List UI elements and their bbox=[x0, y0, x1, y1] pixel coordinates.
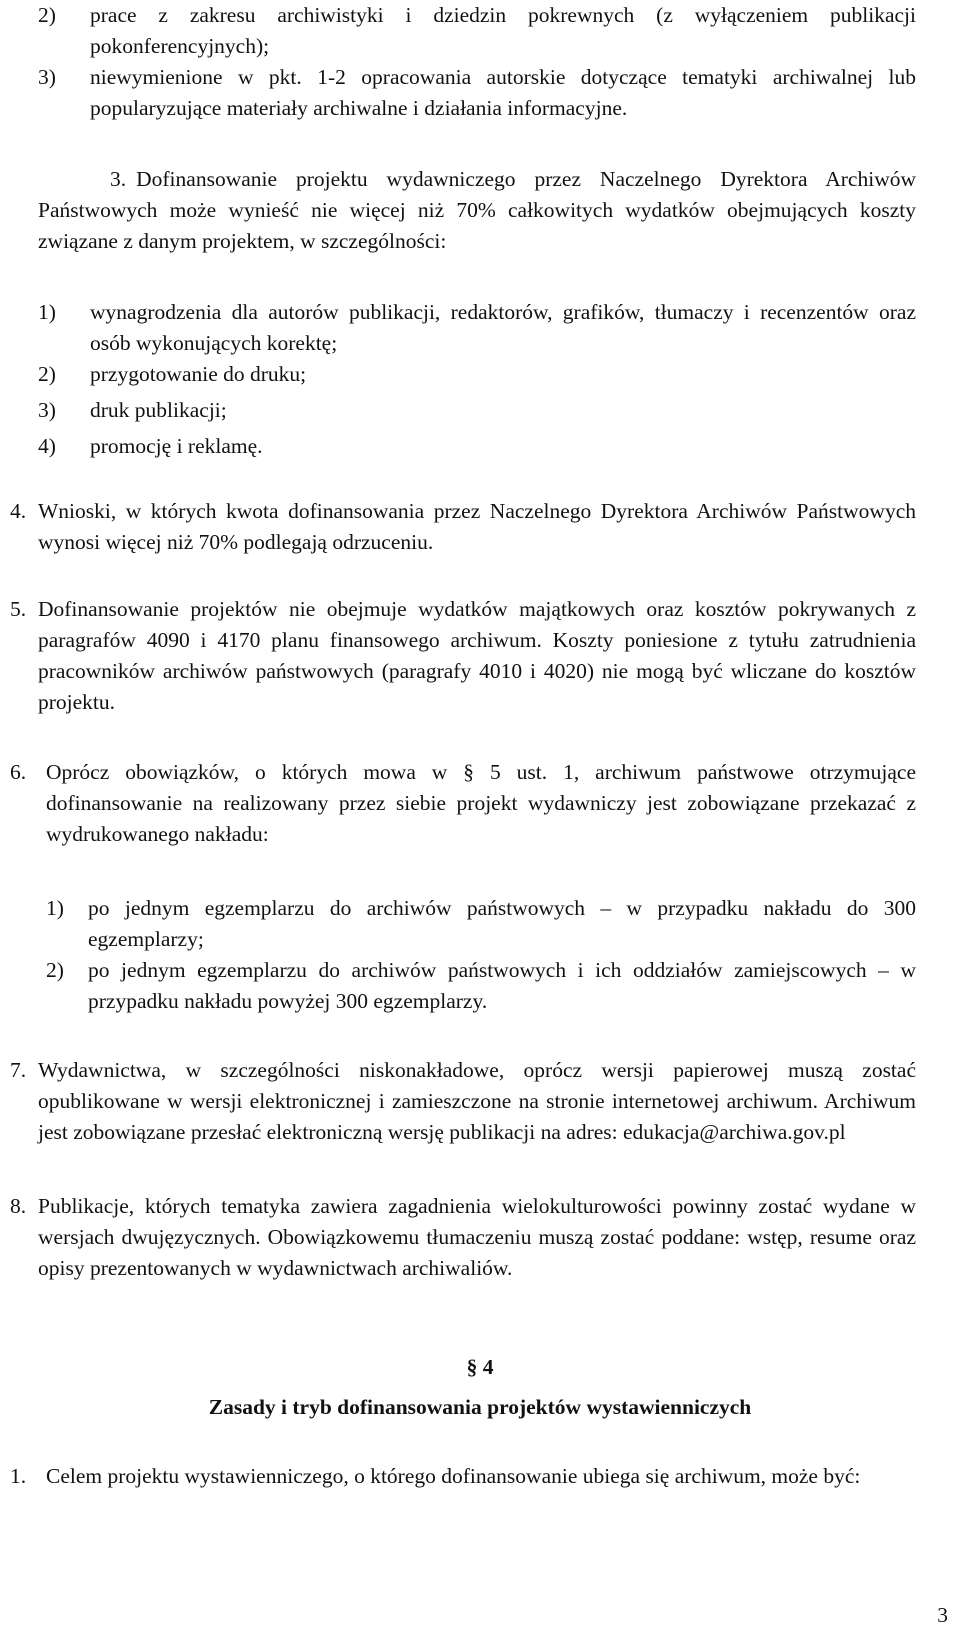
paragraph-text: Celem projektu wystawienniczego, o którego dofinansowanie ubiega się archiwum, może być: bbox=[46, 1464, 861, 1488]
list-item-number: 3) bbox=[38, 398, 56, 422]
list-item-number: 1) bbox=[38, 300, 56, 324]
paragraph-text: Wydawnictwa, w szczególności niskonakładowe, oprócz wersji papierowej muszą zostać opublikowane w wersji elektronicznej i zamieszczone na stronie internetowej archiwum. Archiwum jest zobowiązane przesłać elektroniczną wersję publikacji na adres: edukacja@archiwa.gov.pl bbox=[38, 1058, 916, 1144]
list-item-number: 2) bbox=[38, 362, 56, 386]
list-item-number: 2) bbox=[46, 958, 64, 982]
paragraph-number: 1. bbox=[10, 1464, 27, 1488]
list-item-text: druk publikacji; bbox=[90, 398, 227, 422]
list-item-text: przygotowanie do druku; bbox=[90, 362, 307, 386]
section-title: Zasady i tryb dofinansowania projektów wystawienniczych bbox=[208, 1395, 752, 1419]
paragraph-text: Publikacje, których tematyka zawiera zagadnienia wielokulturowości powinny zostać wydane w wersjach dwujęzycznych. Obowiązkowemu tłumaczeniu muszą zostać poddane: wstęp, resume oraz opisy prezentowanych w wydawnictwach archiwaliów. bbox=[38, 1194, 916, 1280]
paragraph-number: 3. bbox=[110, 167, 127, 191]
paragraph-number: 4. bbox=[10, 499, 27, 523]
paragraph-number: 8. bbox=[10, 1194, 27, 1218]
list-item-text: prace z zakresu archiwistyki i dziedzin pokrewnych (z wyłączeniem publikacji pokonferencyjnych); bbox=[90, 3, 916, 58]
list-item-text: promocję i reklamę. bbox=[90, 434, 263, 458]
paragraph-text: Oprócz obowiązków, o których mowa w § 5 ust. 1, archiwum państwowe otrzymujące dofinansowanie na realizowany przez siebie projekt wydawniczy jest zobowiązane przekazać z wydrukowanego nakładu: bbox=[46, 760, 916, 846]
paragraph-text: Wnioski, w których kwota dofinansowania przez Naczelnego Dyrektora Archiwów Państwowych wynosi więcej niż 70% podlegają odrzuceniu. bbox=[38, 499, 916, 554]
list-item-text: po jednym egzemplarzu do archiwów państwowych – w przypadku nakładu do 300 egzemplarzy; bbox=[88, 896, 916, 951]
paragraph-number: 5. bbox=[10, 597, 27, 621]
list-item-number: 2) bbox=[38, 3, 56, 27]
list-item-text: po jednym egzemplarzu do archiwów państwowych i ich oddziałów zamiejscowych – w przypadku nakładu powyżej 300 egzemplarzy. bbox=[88, 958, 916, 1013]
paragraph-number: 6. bbox=[10, 760, 27, 784]
page-number: 3 bbox=[937, 1603, 948, 1627]
paragraph-text: Dofinansowanie projektu wydawniczego przez Naczelnego Dyrektora Archiwów Państwowych może wynieść nie więcej niż 70% całkowitych wydatków obejmujących koszty związane z danym projektem, w szczególności: bbox=[38, 167, 916, 253]
list-item-number: 1) bbox=[46, 896, 64, 920]
paragraph-number: 7. bbox=[10, 1058, 27, 1082]
list-item-text: wynagrodzenia dla autorów publikacji, redaktorów, grafików, tłumaczy i recenzentów oraz osób wykonujących korektę; bbox=[90, 300, 916, 355]
paragraph-text: Dofinansowanie projektów nie obejmuje wydatków majątkowych oraz kosztów pokrywanych z paragrafów 4090 i 4170 planu finansowego archiwum. Koszty poniesione z tytułu zatrudnienia pracowników archiwów państwowych (paragrafy 4010 i 4020) nie mogą być wliczane do kosztów projektu. bbox=[38, 597, 916, 714]
list-item-number: 4) bbox=[38, 434, 56, 458]
list-item-number: 3) bbox=[38, 65, 56, 89]
list-item-text: niewymienione w pkt. 1-2 opracowania autorskie dotyczące tematyki archiwalnej lub popularyzujące materiały archiwalne i działania informacyjne. bbox=[90, 65, 916, 120]
section-mark: § 4 bbox=[466, 1355, 494, 1379]
paragraph-3 bbox=[38, 164, 916, 257]
